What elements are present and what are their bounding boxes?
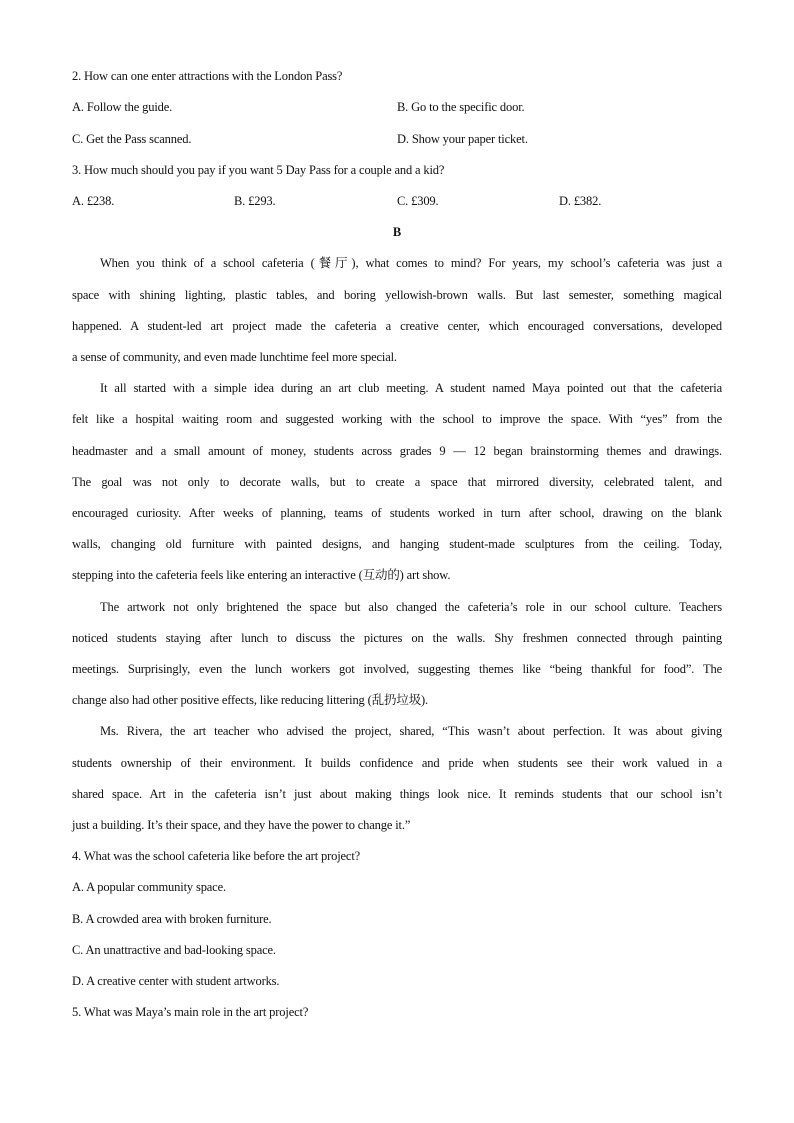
question-4-option-a: A. A popular community space. [72, 880, 226, 894]
passage-line: felt like a hospital waiting room and suggested working with the school to improve the space. With “yes” from the [72, 412, 722, 426]
passage-line: When you think of a school cafeteria (餐厅), what comes to mind? For years, my school’s cafeteria was just a [100, 256, 722, 270]
passage-line: The goal was not only to decorate walls, but to create a space that mirrored diversity, celebrated talent, and [72, 475, 722, 489]
question-3-option-b: B. £293. [234, 194, 276, 208]
question-2-option-c: C. Get the Pass scanned. [72, 132, 192, 146]
question-5-stem: 5. What was Maya’s main role in the art project? [72, 1005, 309, 1019]
passage-line: space with shining lighting, plastic tables, and boring yellowish-brown walls. But last semester, something magical [72, 288, 722, 302]
question-3-option-c: C. £309. [397, 194, 439, 208]
passage-line: just a building. It’s their space, and they have the power to change it.” [72, 818, 411, 832]
question-3-option-d: D. £382. [559, 194, 602, 208]
question-2-stem: 2. How can one enter attractions with the London Pass? [72, 69, 343, 83]
passage-line: meetings. Surprisingly, even the lunch workers got involved, suggesting themes like “being thankful for food”. The [72, 662, 722, 676]
passage-line: happened. A student-led art project made the cafeteria a creative center, which encouraged conversations, developed [72, 319, 722, 333]
question-4-option-d: D. A creative center with student artworks. [72, 974, 280, 988]
question-3-option-a: A. £238. [72, 194, 115, 208]
passage-line: change also had other positive effects, like reducing littering (乱扔垃圾). [72, 693, 429, 707]
passage-line: noticed students staying after lunch to discuss the pictures on the walls. Shy freshmen connected through painting [72, 631, 722, 645]
passage-line: a sense of community, and even made lunchtime feel more special. [72, 350, 397, 364]
question-4-stem: 4. What was the school cafeteria like before the art project? [72, 849, 361, 863]
passage-line: stepping into the cafeteria feels like entering an interactive (互动的) art show. [72, 568, 451, 582]
section-title: B [392, 225, 402, 239]
passage-line: headmaster and a small amount of money, students across grades 9 — 12 began brainstorming themes and drawings. [72, 444, 722, 458]
question-4-option-b: B. A crowded area with broken furniture. [72, 912, 272, 926]
passage-line: The artwork not only brightened the space but also changed the cafeteria’s role in our school culture. Teachers [100, 600, 722, 614]
question-3-stem: 3. How much should you pay if you want 5 Day Pass for a couple and a kid? [72, 163, 445, 177]
passage-line: shared space. Art in the cafeteria isn’t just about making things look nice. It reminds students that our school isn’t [72, 787, 722, 801]
question-2-option-a: A. Follow the guide. [72, 100, 173, 114]
passage-line: encouraged curiosity. After weeks of planning, teams of students worked in turn after school, drawing on the blank [72, 506, 722, 520]
passage-line: walls, changing old furniture with painted designs, and hanging student-made sculptures from the ceiling. Today, [72, 537, 722, 551]
question-4-option-c: C. An unattractive and bad-looking space. [72, 943, 276, 957]
question-2-option-d: D. Show your paper ticket. [397, 132, 528, 146]
passage-line: students ownership of their environment. It builds confidence and pride when students see their work valued in a [72, 756, 722, 770]
passage-line: Ms. Rivera, the art teacher who advised the project, shared, “This wasn’t about perfection. It was about giving [100, 724, 722, 738]
question-2-option-b: B. Go to the specific door. [397, 100, 525, 114]
passage-line: It all started with a simple idea during an art club meeting. A student named Maya pointed out that the cafeteria [100, 381, 722, 395]
